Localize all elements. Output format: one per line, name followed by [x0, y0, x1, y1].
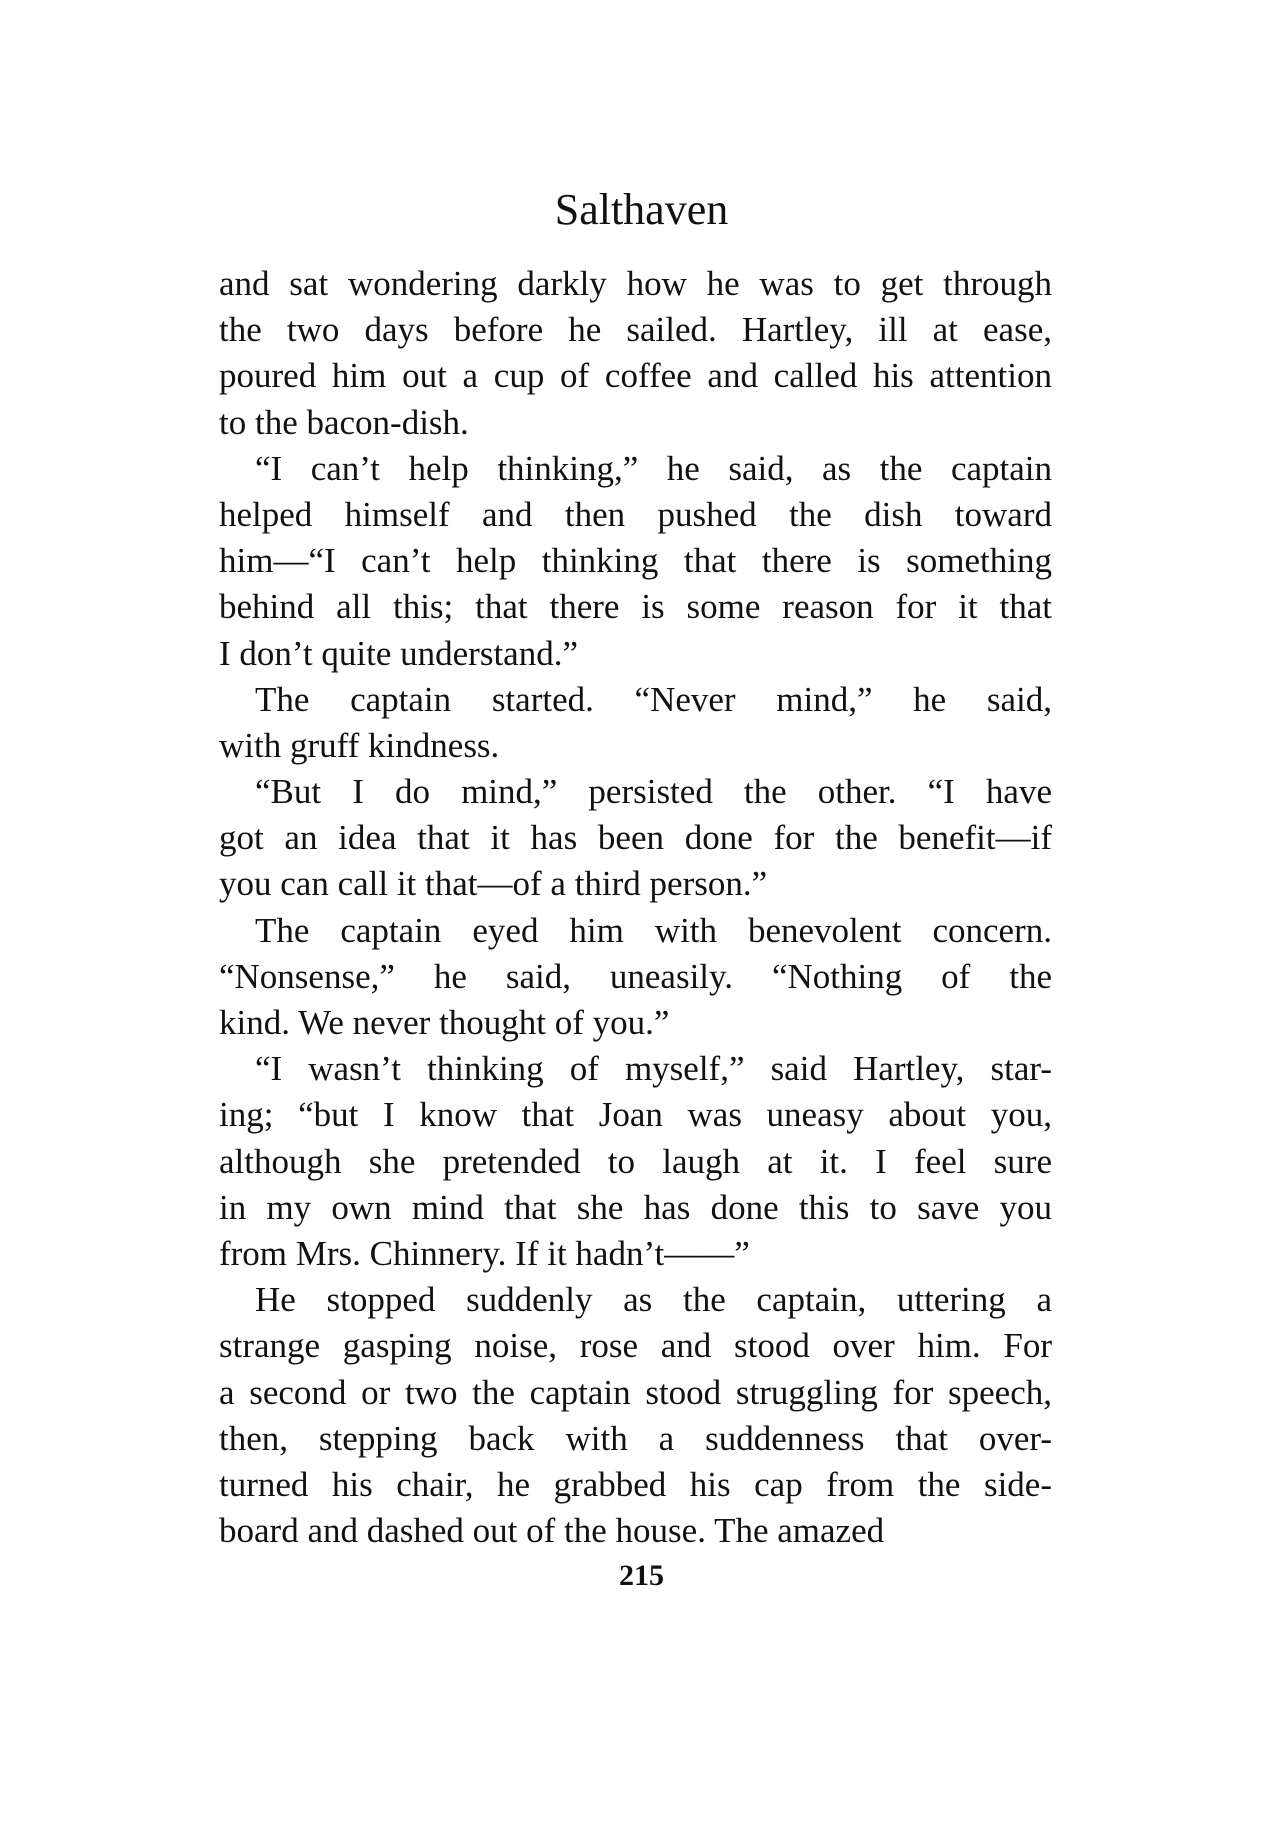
paragraph [219, 677, 1052, 769]
text-line: you can call it that—of a third person.” [219, 864, 768, 904]
paragraph [219, 908, 1052, 1047]
text-line: a second or two the captain stood struggling for speech, [219, 1372, 1052, 1412]
text-line: and sat wondering darkly how he was to get through [219, 264, 1052, 303]
text-line: “But I do mind,” persisted the other. “I have [255, 772, 1052, 812]
text-line: then, stepping back with a suddenness that over- [219, 1418, 1052, 1458]
text-line: “I wasn’t thinking of myself,” said Hartley, star- [255, 1049, 1052, 1089]
text-line: the two days before he sailed. Hartley, ill at ease, [219, 310, 1052, 350]
running-head: Salthaven [554, 185, 729, 234]
paragraph [219, 1046, 1052, 1277]
text-line: He stopped suddenly as the captain, uttering a [255, 1280, 1052, 1320]
paragraph [219, 446, 1052, 677]
paragraph [219, 261, 1052, 446]
paragraph [219, 769, 1052, 908]
text-line: turned his chair, he grabbed his cap from the side- [219, 1464, 1052, 1504]
text-line: I don’t quite understand.” [219, 633, 578, 673]
text-line: behind all this; that there is some reason for it that [219, 587, 1052, 627]
text-line: although she pretended to laugh at it. I feel sure [219, 1141, 1052, 1181]
text-line: got an idea that it has been done for the benefit—if [219, 818, 1052, 858]
text-line: helped himself and then pushed the dish toward [219, 494, 1052, 534]
text-line: in my own mind that she has done this to save you [219, 1187, 1052, 1227]
text-line: with gruff kindness. [219, 725, 500, 765]
text-line: board and dashed out of the house. The amazed [219, 1511, 885, 1551]
text-line: “Nonsense,” he said, uneasily. “Nothing of the [219, 956, 1052, 996]
text-line: “I can’t help thinking,” he said, as the captain [255, 448, 1052, 488]
text-line: to the bacon-dish. [219, 402, 469, 442]
text-line: kind. We never thought of you.” [219, 1003, 670, 1042]
paragraph [219, 1277, 1052, 1554]
text-line: The captain started. “Never mind,” he said, [255, 679, 1052, 719]
text-line: from Mrs. Chinnery. If it hadn’t——” [219, 1233, 750, 1273]
text-line: poured him out a cup of coffee and called his attention [219, 356, 1052, 396]
text-line: him—“I can’t help thinking that there is something [219, 541, 1052, 581]
text-line: strange gasping noise, rose and stood over him. For [219, 1326, 1052, 1366]
text-line: The captain eyed him with benevolent concern. [255, 910, 1052, 950]
body-text [219, 261, 1052, 1554]
page-number: 215 [619, 1559, 664, 1592]
text-line: ing; “but I know that Joan was uneasy about you, [219, 1095, 1052, 1135]
